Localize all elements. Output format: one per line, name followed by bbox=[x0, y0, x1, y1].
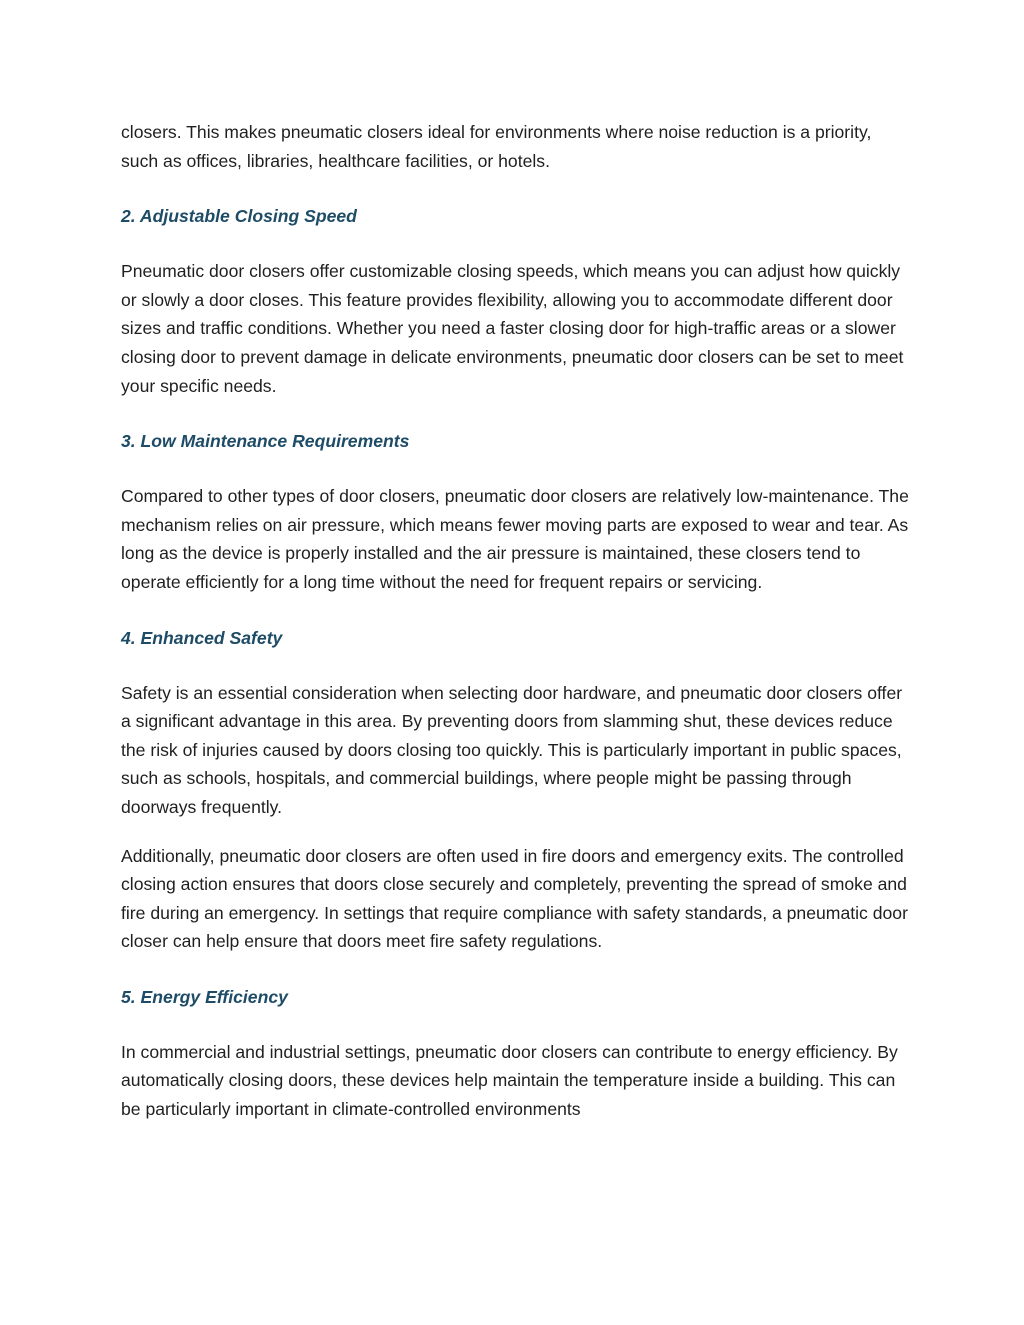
section-paragraph: Safety is an essential consideration when selecting door hardware, and pneumatic door closers offer a significant advantage in this area. By preventing doors from slamming shut, these devices reduce the risk of injuries caused by doors closing too quickly. This is particularly important in public spaces, such as schools, hospitals, and commercial buildings, where people might be passing through doorways frequently. bbox=[121, 682, 903, 817]
section-heading-enhanced-safety: 4. Enhanced Safety bbox=[121, 627, 283, 648]
intro-paragraph: closers. This makes pneumatic closers ideal for environments where noise reduction is a priority, such as offices, libraries, healthcare facilities, or hotels. bbox=[121, 122, 872, 171]
section-heading-energy-efficiency: 5. Energy Efficiency bbox=[121, 986, 288, 1007]
section-paragraph: Compared to other types of door closers, pneumatic door closers are relatively low-maintenance. The mechanism relies on air pressure, which means fewer moving parts are exposed to wear and tear. As long as the device is properly installed and the air pressure is maintained, these closers tend to operate efficiently for a long time without the need for frequent repairs or servicing. bbox=[121, 486, 909, 592]
document-body bbox=[121, 118, 911, 1144]
section-paragraph: Additionally, pneumatic door closers are often used in fire doors and emergency exits. The controlled closing action ensures that doors close securely and completely, preventing the spread of smoke and fire during an emergency. In settings that require compliance with safety standards, a pneumatic door closer can help ensure that doors meet fire safety regulations. bbox=[121, 845, 908, 952]
section-paragraph: In commercial and industrial settings, pneumatic door closers can contribute to energy efficiency. By automatically closing doors, these devices help maintain the temperature inside a building. This can be particularly important in climate-controlled environments bbox=[121, 1041, 898, 1120]
section-heading-adjustable-closing-speed: 2. Adjustable Closing Speed bbox=[121, 206, 357, 227]
section-paragraph: Pneumatic door closers offer customizable closing speeds, which means you can adjust how quickly or slowly a door closes. This feature provides flexibility, allowing you to accommodate different door sizes and traffic conditions. Whether you need a faster closing door for high-traffic areas or a slower closing door to prevent damage in delicate environments, pneumatic door closers can be set to meet your specific needs. bbox=[121, 261, 904, 396]
section-heading-low-maintenance: 3. Low Maintenance Requirements bbox=[121, 431, 410, 452]
